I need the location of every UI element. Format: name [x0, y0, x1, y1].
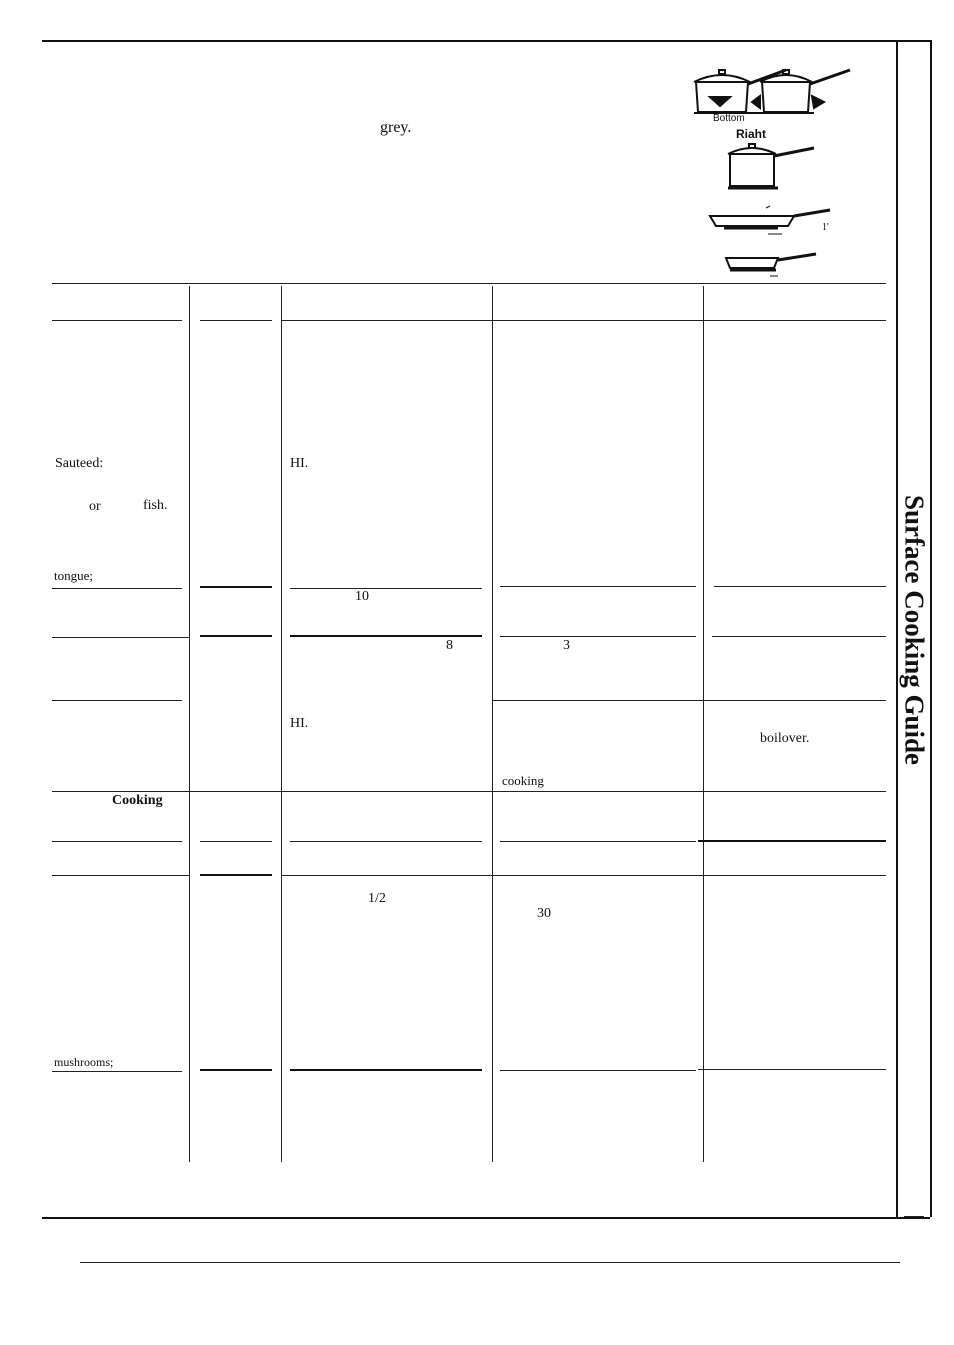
cell-cooking-col3: cooking: [502, 773, 544, 788]
pot-flat-icon: [728, 144, 814, 188]
row-rule-636-c3: [290, 635, 482, 637]
row-rule-700-rest: [492, 700, 886, 701]
row-rule-841-c2: [200, 841, 272, 842]
sidebar-right-rule: [930, 40, 932, 1217]
bottom-label: Bottom: [713, 113, 745, 124]
row-rule-1070-c4: [500, 1070, 696, 1071]
cell-or: or: [89, 499, 101, 514]
col-divider-1: [189, 286, 190, 1162]
cell-hi-1: HI.: [290, 456, 309, 471]
cell-eight: 8: [446, 638, 453, 653]
row-rule-636-c1: [52, 637, 189, 638]
row-rule-1070-c3: [290, 1069, 482, 1071]
row-rule-588-c4: [500, 586, 696, 587]
row-rule-636-c4: [500, 636, 696, 637]
row-rule-875-c2: [200, 874, 272, 876]
row-rule-588-c1: [52, 588, 182, 589]
cell-tongue: tongue;: [54, 568, 93, 583]
cell-sauteed: Sauteed:: [55, 456, 104, 471]
row-rule-700-c1: [52, 700, 182, 701]
cookware-illustration: [690, 62, 860, 287]
col-divider-4: [703, 286, 704, 1162]
cell-cooking-col1: Cooking: [112, 793, 163, 808]
frying-pan-icon: [710, 206, 830, 234]
row-rule-841-c1: [52, 841, 182, 842]
footer-rule: [80, 1262, 900, 1263]
row-rule-875-rest: [281, 875, 886, 876]
header-under-col1: [52, 320, 182, 321]
row-rule-636-c5: [712, 636, 886, 637]
row-rule-1070-c1: [52, 1071, 182, 1072]
row-rule-588-c2: [200, 586, 272, 588]
col-divider-3: [492, 286, 493, 1162]
cell-hi-2: HI.: [290, 716, 309, 731]
cell-ten: 10: [355, 589, 369, 604]
sidebar-top-tick: [904, 1216, 924, 1217]
cell-fish: fish.: [143, 498, 168, 513]
row-rule-588-c3: [290, 588, 482, 589]
row-rule-1070-c5: [698, 1069, 886, 1070]
row-rule-1070-c2: [200, 1069, 272, 1071]
bottom-rule: [42, 1217, 930, 1219]
header-under-rest: [282, 320, 886, 321]
grey-word: grey.: [380, 119, 412, 136]
cell-boilover: boilover.: [760, 731, 810, 746]
row-rule-791: [52, 791, 886, 792]
top-rule: [42, 40, 930, 42]
cell-three: 3: [563, 638, 570, 653]
row-rule-588-c5: [714, 586, 886, 587]
cell-thirty: 30: [537, 906, 551, 921]
cell-half: 1/2: [368, 891, 386, 906]
cell-mushrooms: mushrooms;: [54, 1055, 114, 1069]
side-title: Surface Cooking Guide: [899, 494, 930, 766]
measure-label: 1': [822, 222, 829, 233]
row-rule-841-c4: [500, 841, 696, 842]
row-rule-875-c1: [52, 875, 189, 876]
right-label: Riaht: [736, 127, 766, 141]
row-rule-841-c3: [290, 841, 482, 842]
col-divider-2: [281, 286, 282, 1162]
table-top-rule: [52, 283, 886, 284]
row-rule-636-c2: [200, 635, 272, 637]
row-rule-841-c5: [698, 840, 886, 842]
header-under-col2: [200, 320, 272, 321]
small-pan-icon: [726, 254, 816, 276]
